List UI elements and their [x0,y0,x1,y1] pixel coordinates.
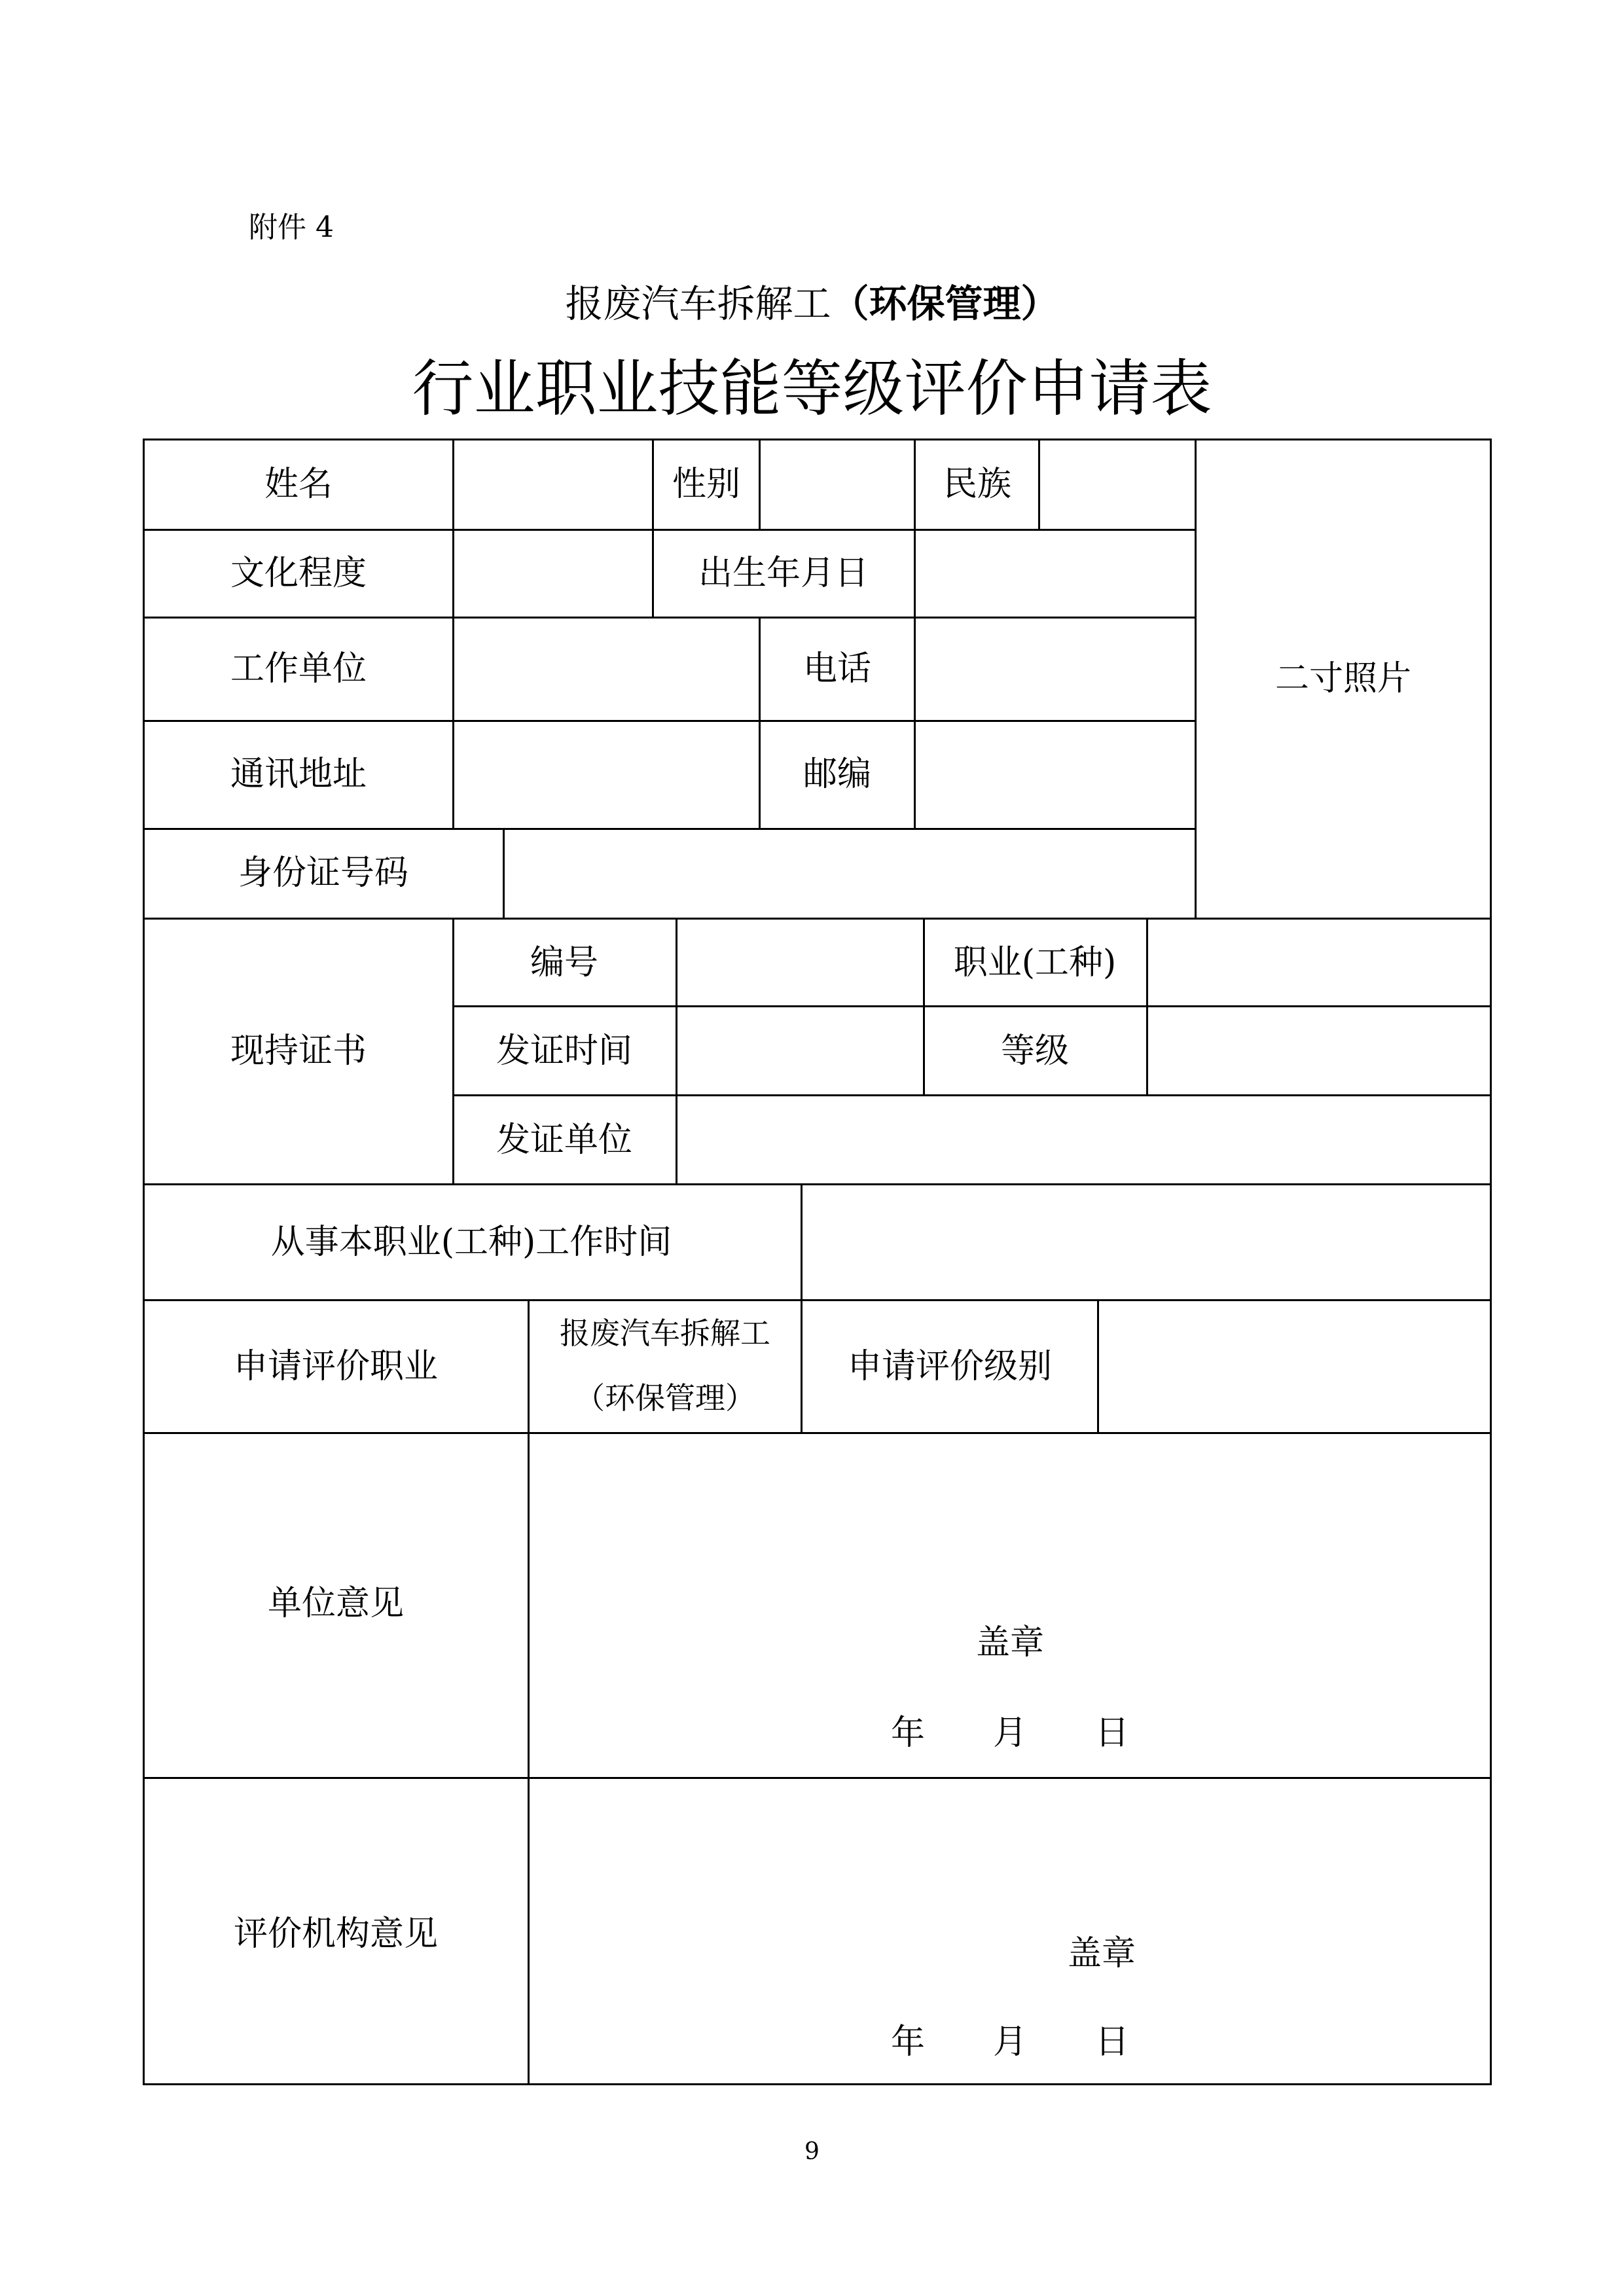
cert-number-input-cell[interactable] [676,918,925,1007]
name-input-cell[interactable] [452,439,654,531]
work-time-label: 从事本职业(工种)工作时间 [270,1223,672,1262]
apply-level-label: 申请评价级别 [847,1347,1053,1386]
id-input-cell[interactable] [503,828,1197,920]
gender-label: 性别 [672,465,741,504]
work-time-input-cell[interactable] [801,1183,1492,1301]
cert-issuer-label: 发证单位 [496,1121,633,1160]
agency-stamp-label: 盖章 [1067,1934,1136,1973]
postcode-input-cell[interactable] [914,720,1197,830]
apply-occupation-value-line1: 报废汽车拆解工 [560,1316,770,1351]
cert-level-input-cell[interactable] [1146,1005,1492,1096]
form-title: 行业职业技能等级评价申请表 [412,353,1212,425]
cert-occupation-label: 职业(工种) [953,943,1117,982]
ethnicity-input-cell[interactable] [1038,439,1197,531]
form-subtitle [0,281,1624,326]
cert-date-input-cell[interactable] [676,1005,925,1096]
photo-label: 二寸照片 [1274,659,1412,698]
cert-label: 现持证书 [230,1031,367,1071]
address-input-cell[interactable] [452,720,761,830]
agency-opinion-label: 评价机构意见 [233,1914,439,1954]
apply-occupation-value-line2: （环保管理） [575,1380,755,1416]
address-label: 通讯地址 [230,755,367,794]
unit-date-label: 年 月 日 [890,1713,1130,1753]
id-label: 身份证号码 [238,853,409,893]
cert-occupation-input-cell[interactable] [1146,918,1492,1007]
agency-date-label: 年 月 日 [890,2022,1130,2062]
birth-label: 出生年月日 [698,554,869,593]
attachment-label: 附件 4 [249,211,334,244]
subtitle-main: 报废汽车拆解工 [565,281,831,326]
employer-label: 工作单位 [230,649,367,689]
ethnicity-label: 民族 [943,465,1012,504]
apply-level-input-cell[interactable] [1097,1299,1492,1434]
employer-input-cell[interactable] [452,617,761,722]
page-number: 9 [804,2138,820,2165]
cert-issuer-input-cell[interactable] [676,1094,1492,1185]
education-input-cell[interactable] [452,529,654,619]
education-label: 文化程度 [230,554,367,593]
unit-stamp-label: 盖章 [975,1623,1045,1662]
subtitle-paren: （环保管理） [831,281,1059,326]
gender-input-cell[interactable] [759,439,916,531]
unit-opinion-label: 单位意见 [267,1584,405,1623]
phone-input-cell[interactable] [914,617,1197,722]
name-label: 姓名 [264,465,333,504]
postcode-label: 邮编 [803,755,872,794]
cert-date-label: 发证时间 [496,1031,633,1071]
birth-input-cell[interactable] [914,529,1197,619]
apply-occupation-label: 申请评价职业 [233,1347,439,1386]
cert-number-label: 编号 [530,943,599,982]
cert-level-label: 等级 [1000,1031,1070,1071]
phone-label: 电话 [803,649,872,689]
